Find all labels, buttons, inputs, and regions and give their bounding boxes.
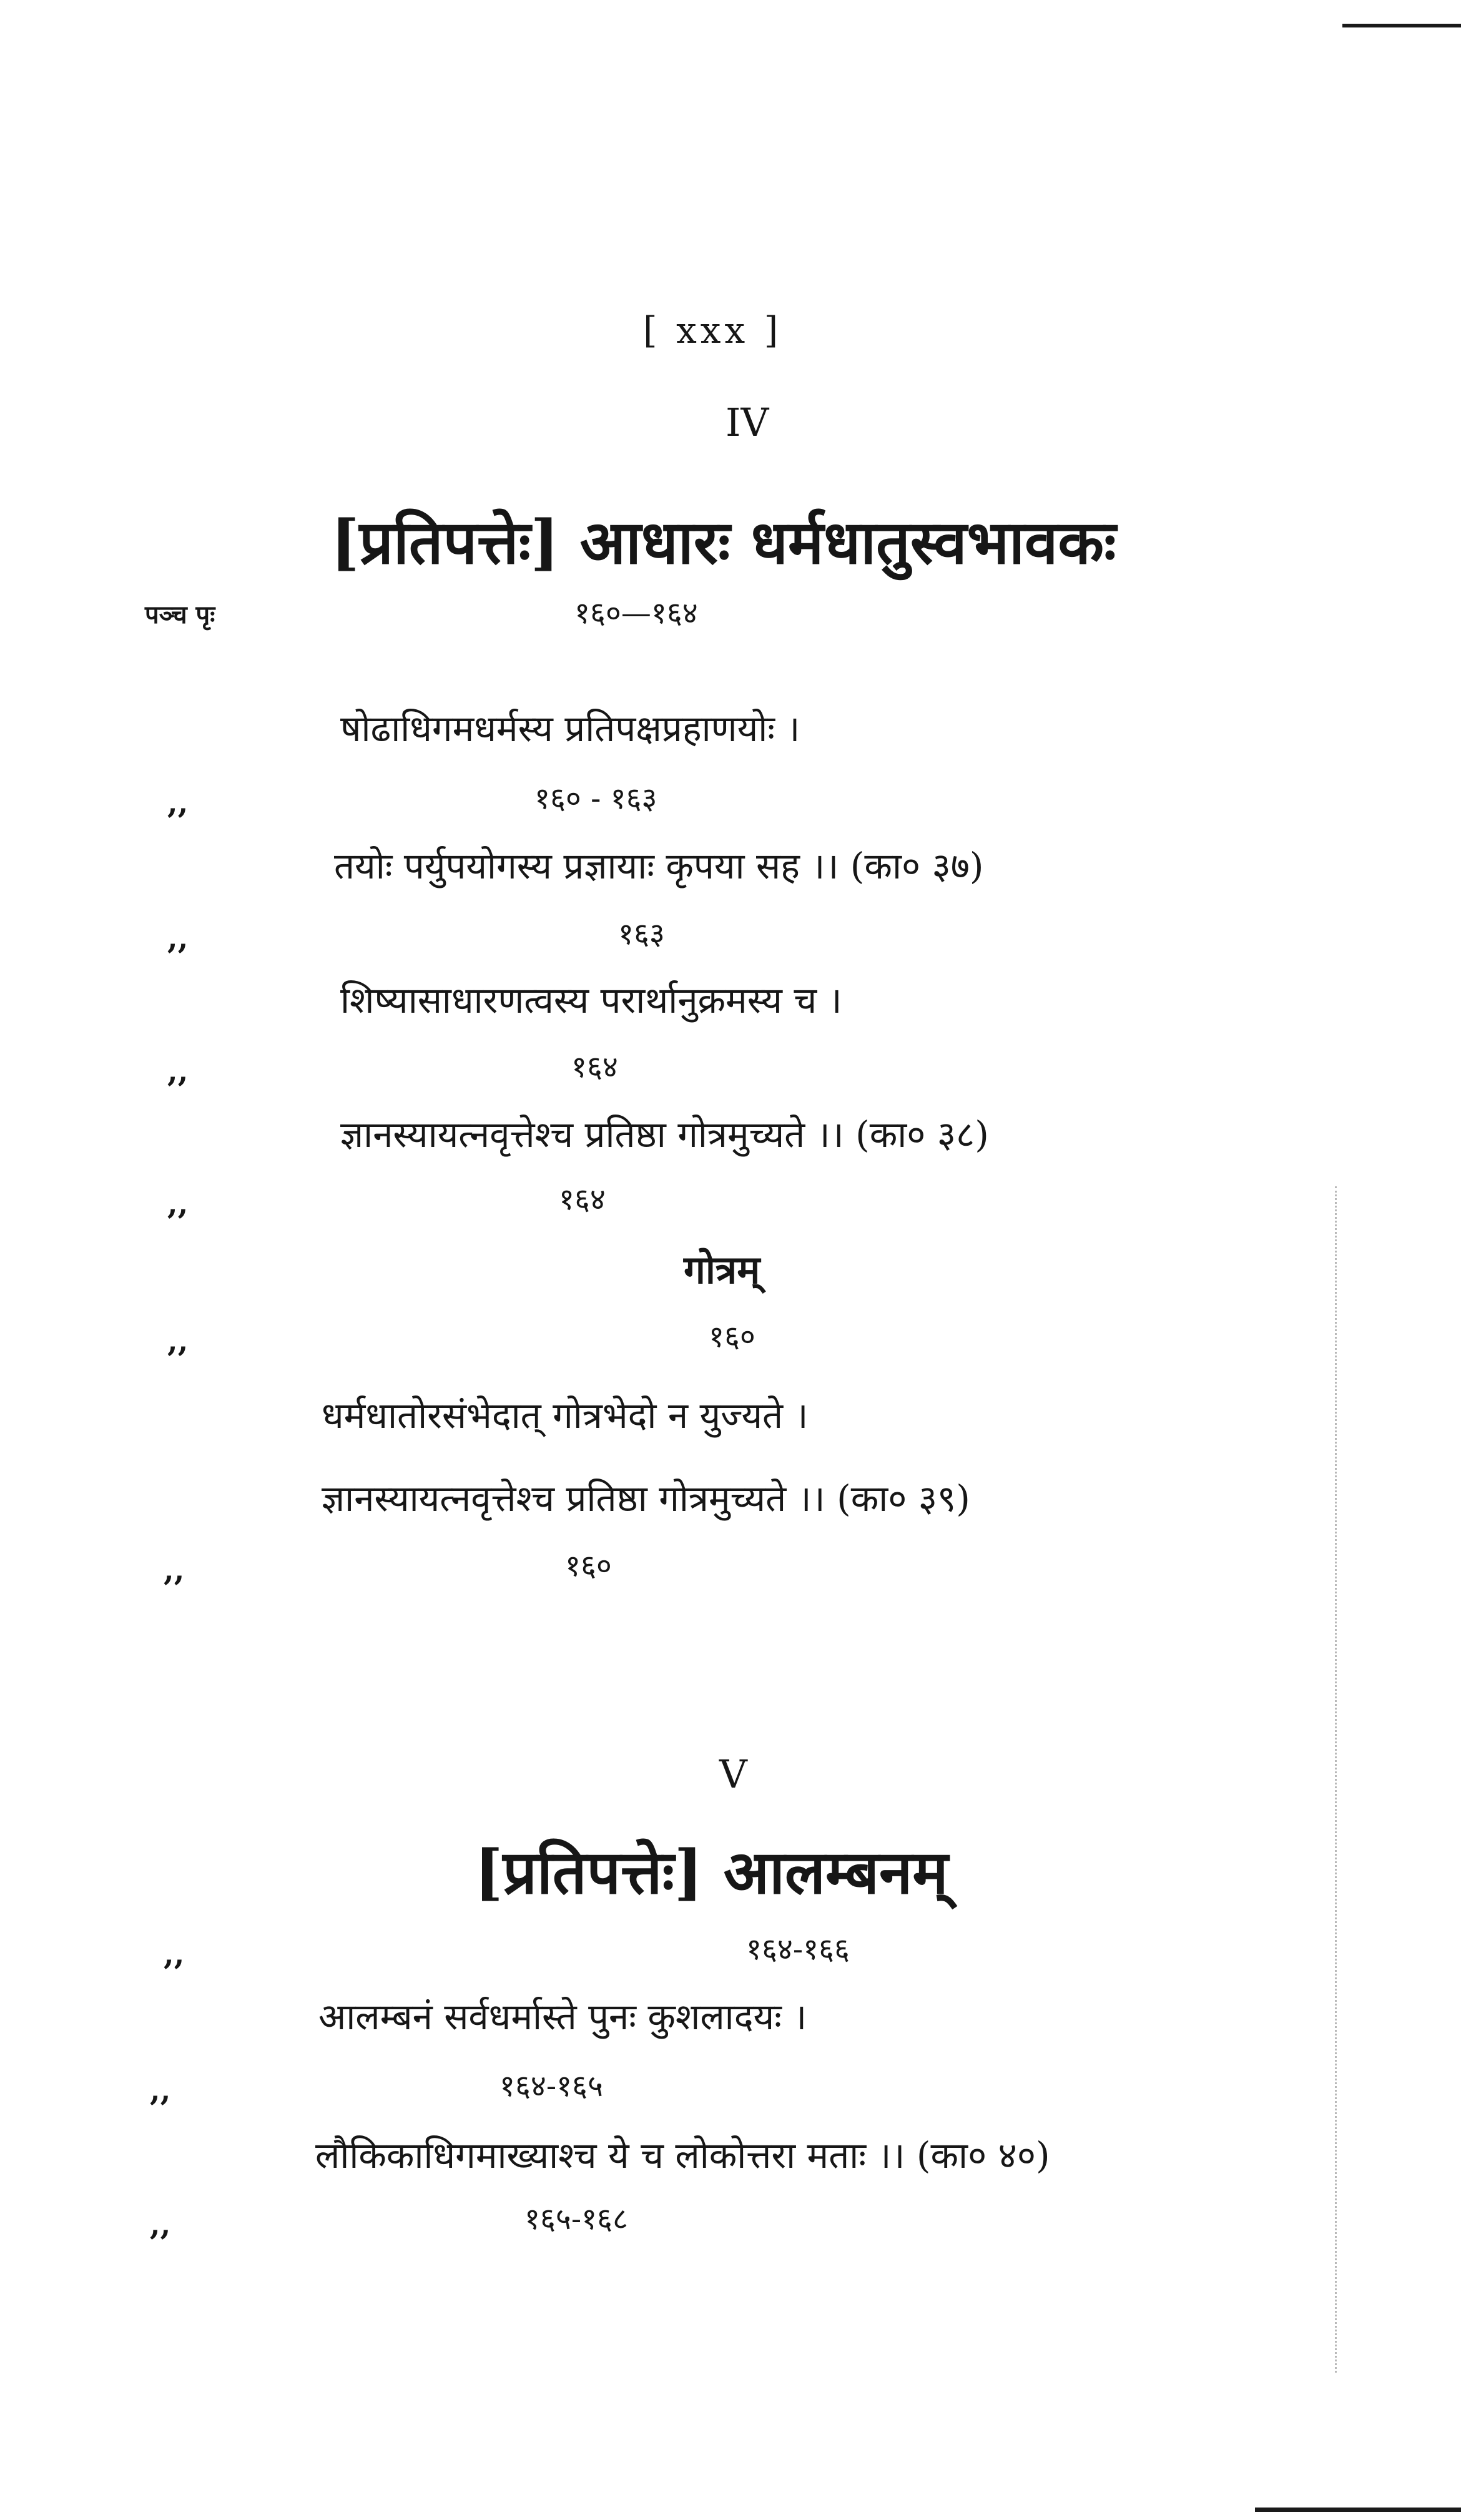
verse-line: लौकिकाधिगमाख्याश्च ये च लोकोत्तरा मताः ।। (का० ४०): [315, 2134, 1050, 2177]
verse-pages: १६४: [559, 1182, 606, 1217]
verse-pages: १६० - १६३: [534, 781, 657, 816]
ditto-mark: ,,: [150, 2207, 171, 2242]
ditto-mark: ,,: [164, 1553, 185, 1588]
ditto-mark: ,,: [167, 1324, 189, 1359]
ditto-mark: ,,: [164, 1937, 185, 1972]
page-edge-shadow: [1324, 1186, 1337, 2373]
section-iv-title: [प्रतिपत्तेः] आधारः धर्मधातुस्वभावकः: [331, 507, 1116, 578]
verse-pages: १६४: [571, 1050, 618, 1085]
section-iv-pages-label: पञ्च पृः: [145, 600, 215, 629]
ditto-mark: ,,: [167, 1054, 189, 1089]
page-number: [ xxx ]: [643, 309, 782, 352]
ditto-mark: ,,: [167, 1186, 189, 1221]
verse-line: शिष्यासाधारणत्वस्य परार्थानुक्रमस्य च ।: [340, 979, 842, 1021]
ditto-mark: ,,: [150, 2073, 171, 2108]
verse-line: षोढाधिगमधर्मस्य प्रतिपक्षप्रहाणयोः ।: [340, 707, 800, 750]
subheading-gotra: गोत्रम्: [684, 1247, 760, 1292]
subheading-pages: १६०: [709, 1319, 755, 1354]
verse-line: तयोः पर्युपयोगस्य प्रज्ञायाः कृपया सह ।। (का० ३७): [334, 845, 984, 887]
section-v-title: [प्रतिपत्तेः] आलम्बनम्: [475, 1837, 948, 1907]
verse-pages: १६०: [565, 1548, 612, 1583]
verse-line: आलम्बनं सर्वधर्मास्ते पुनः कुशलादयः ।: [318, 1996, 807, 2038]
verse-line: धर्मधातोरसंभेदात् गोत्रभेदो न युज्यते ।: [322, 1394, 809, 1437]
top-right-rule: [1342, 24, 1461, 27]
verse-line: ज्ञानस्यायत्नवृत्तेश्च प्रतिष्ठा गोत्रमुच्यते ।। (का० ३९): [322, 1477, 970, 1520]
verse-pages: १६३: [618, 917, 665, 952]
verse-pages: १६४-१६५: [499, 2069, 603, 2104]
ditto-mark: ,,: [167, 921, 189, 956]
section-v-numeral: V: [719, 1751, 747, 1797]
section-iv-numeral: IV: [726, 400, 769, 445]
verse-pages: १६५-१६८: [524, 2202, 628, 2237]
ditto-mark: ,,: [167, 785, 189, 820]
bottom-right-rule: [1255, 2508, 1461, 2512]
section-iv-pages: १६०—१६४: [574, 596, 698, 631]
section-v-pages: १६४-१६६: [746, 1932, 850, 1967]
verse-line: ज्ञानस्यायत्नवृत्तेश्च प्रतिष्ठा गोत्रमुच्यते ।। (का० ३८): [340, 1113, 989, 1156]
